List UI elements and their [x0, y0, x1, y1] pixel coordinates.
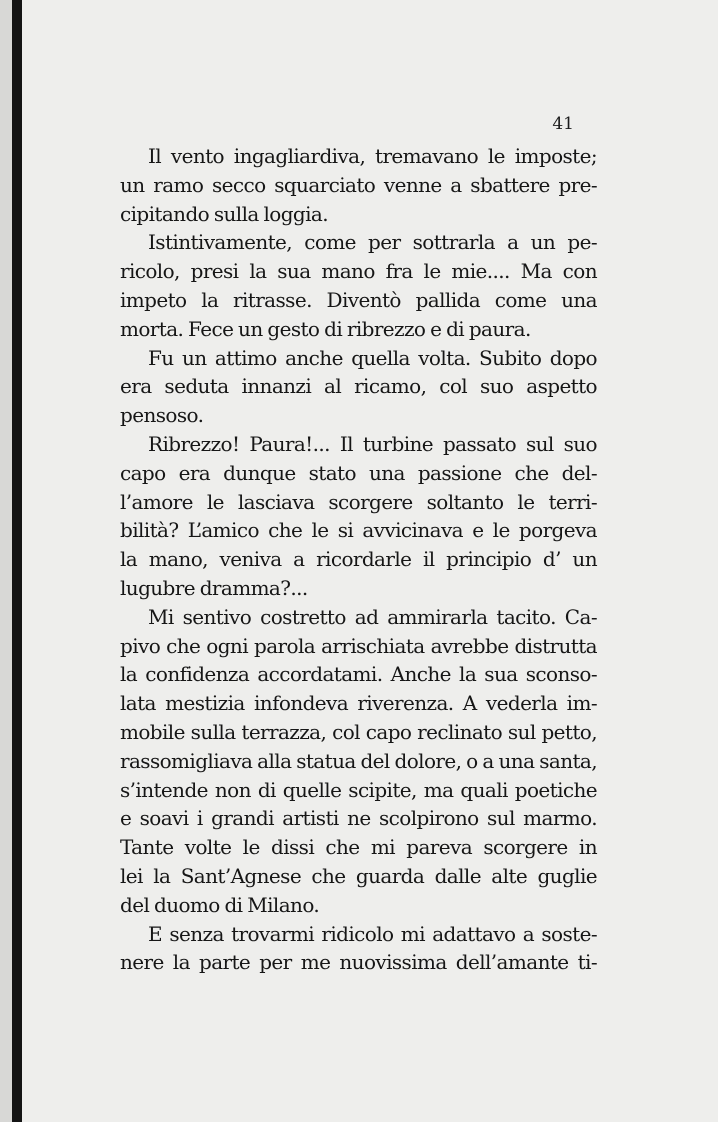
text-line: Istintivamente, come per sottrarla a un pe- [148, 230, 597, 255]
text-line: lugubre dramma?... [120, 575, 308, 600]
text-line: Il vento ingagliardiva, tremavano le imposte; [148, 144, 597, 168]
text-line: bilità? L’amico che le si avvicinava e le porgeva [120, 518, 597, 543]
body-text [120, 142, 597, 977]
text-line: E senza trovarmi ridicolo mi adattavo a soste- [148, 921, 597, 946]
text-line: un ramo secco squarciato venne a sbattere pre- [120, 172, 597, 197]
text-line: l’amore le lasciava scorgere soltanto le terri- [120, 489, 597, 514]
text-line: lei la Sant’Agnese che guarda dalle alte guglie [120, 863, 597, 888]
binding-edge [12, 0, 22, 1122]
text-line: ricolo, presi la sua mano fra le mie.... Ma con [120, 259, 597, 284]
text-line: pensoso. [120, 403, 204, 428]
text-line: Tante volte le dissi che mi pareva scorgere in [120, 835, 597, 860]
binding-shadow [0, 0, 12, 1122]
text-line: pivo che ogni parola arrischiata avrebbe distrutta [120, 633, 597, 658]
text-line: nere la parte per me nuovissima dell’amante ti- [120, 950, 597, 975]
text-line: Mi sentivo costretto ad ammirarla tacito. Ca- [148, 604, 597, 629]
text-line: s’intende non di quelle scipite, ma quali poetiche [120, 777, 597, 802]
text-line: Fu un attimo anche quella volta. Subito dopo [148, 345, 597, 370]
text-line: capo era dunque stato una passione che del- [120, 460, 597, 485]
text-line: mobile sulla terrazza, col capo reclinato sul petto, [120, 719, 597, 744]
text-line: e soavi i grandi artisti ne scolpirono sul marmo. [120, 806, 597, 831]
text-line: la confidenza accordatami. Anche la sua sconso- [120, 662, 597, 687]
text-line: del duomo di Milano. [120, 892, 320, 917]
text-line: rassomigliava alla statua del dolore, o a una santa, [120, 748, 597, 773]
text-line: lata mestizia infondeva riverenza. A vederla im- [120, 691, 597, 716]
text-line: Ribrezzo! Paura!... Il turbine passato sul suo [148, 431, 597, 456]
text-line: impeto la ritrasse. Diventò pallida come una [120, 287, 597, 312]
page-number: 41 [552, 114, 574, 134]
text-line: era seduta innanzi al ricamo, col suo aspetto [120, 374, 597, 399]
text-line: la mano, veniva a ricordarle il principio d’ un [120, 547, 597, 572]
text-line: cipitando sulla loggia. [120, 201, 328, 226]
text-line: morta. Fece un gesto di ribrezzo e di paura. [120, 316, 531, 341]
